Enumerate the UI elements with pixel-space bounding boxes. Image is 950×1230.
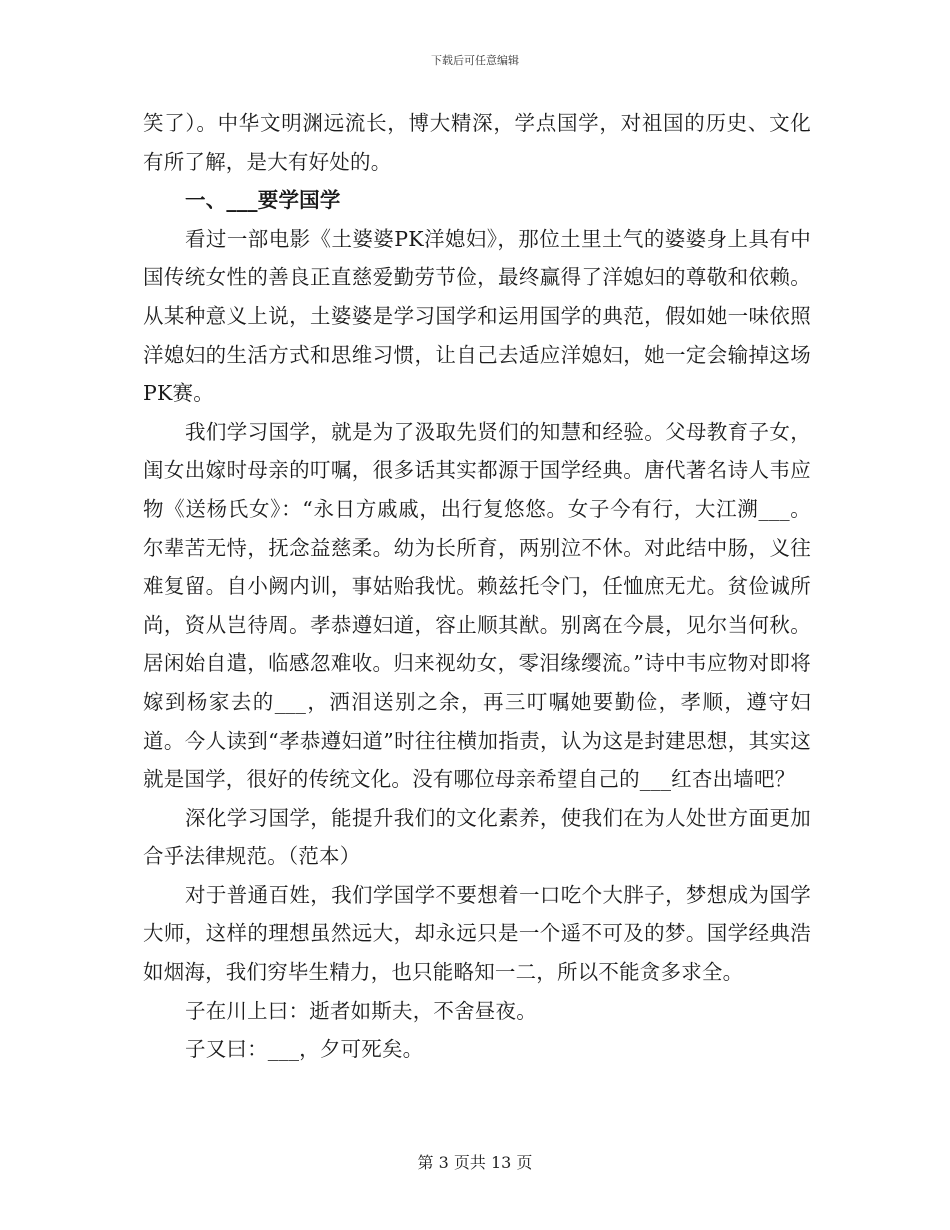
paragraph-quote-2: 子又曰：___，夕可死矣。 (185, 1037, 424, 1062)
paragraph-movie: 看过一部电影《土婆婆PK洋媳妇》，那位土里土气的婆婆身上具有中国传统女性的善良正直慈爱勤劳节俭，最终赢得了洋媳妇的尊敬和依赖。从某种意义上说，土婆婆是学习国学和运用国学的典范，假如她一味依照洋媳妇的生活方式和思维习惯，让自己去适应洋媳妇，她一定会输掉这场PK赛。 (143, 226, 811, 406)
paragraph-culture: 深化学习国学，能提升我们的文化素养，使我们在为人处世方面更加合乎法律规范。（范本） (143, 805, 811, 869)
page-header: 下载后可任意编辑 (431, 54, 519, 67)
document-body (143, 104, 811, 1069)
paragraph-common-people: 对于普通百姓，我们学国学不要想着一口吃个大胖子，梦想成为国学大师，这样的理想虽然远大，却永远只是一个遥不可及的梦。国学经典浩如烟海，我们穷毕生精力，也只能略知一二，所以不能贪多求全。 (143, 882, 811, 985)
paragraph-intro-continuation: 笑了）。中华文明渊远流长，博大精深，学点国学，对祖国的历史、文化有所了解，是大有好处的。 (143, 111, 811, 174)
paragraph-quote-1: 子在川上曰：逝者如斯夫，不舍昼夜。 (185, 998, 537, 1023)
paragraph-poem: 我们学习国学，就是为了汲取先贤们的知慧和经验。父母教育子女，闺女出嫁时母亲的叮嘱，很多话其实都源于国学经典。唐代著名诗人韦应物《送杨氏女》：“永日方戚戚，出行复悠悠。女子今有行，大江溯___。尔辈苦无恃，抚念益慈柔。幼为长所育，两别泣不休。对此结中肠，义往难复留。自小阙内训，事姑贻我忧。赖兹托令门，任恤庶无尤。贫俭诚所尚，资从岂待周。孝恭遵妇道，容止顺其猷。别离在今晨，见尔当何秋。居闲始自遣，临感忽难收。归来视幼女，零泪缘缨流。”诗中韦应物对即将嫁到杨家去的___，洒泪送别之余，再三叮嘱她要勤俭，孝顺，遵守妇道。今人读到“孝恭遵妇道”时往往横加指责，认为这是封建思想，其实这就是国学，很好的传统文化。没有哪位母亲希望自己的___红杏出墙吧？ (143, 419, 811, 792)
page-footer: 第 3 页共 13 页 (417, 1153, 533, 1172)
section-heading: 一、___要学国学 (185, 188, 341, 213)
